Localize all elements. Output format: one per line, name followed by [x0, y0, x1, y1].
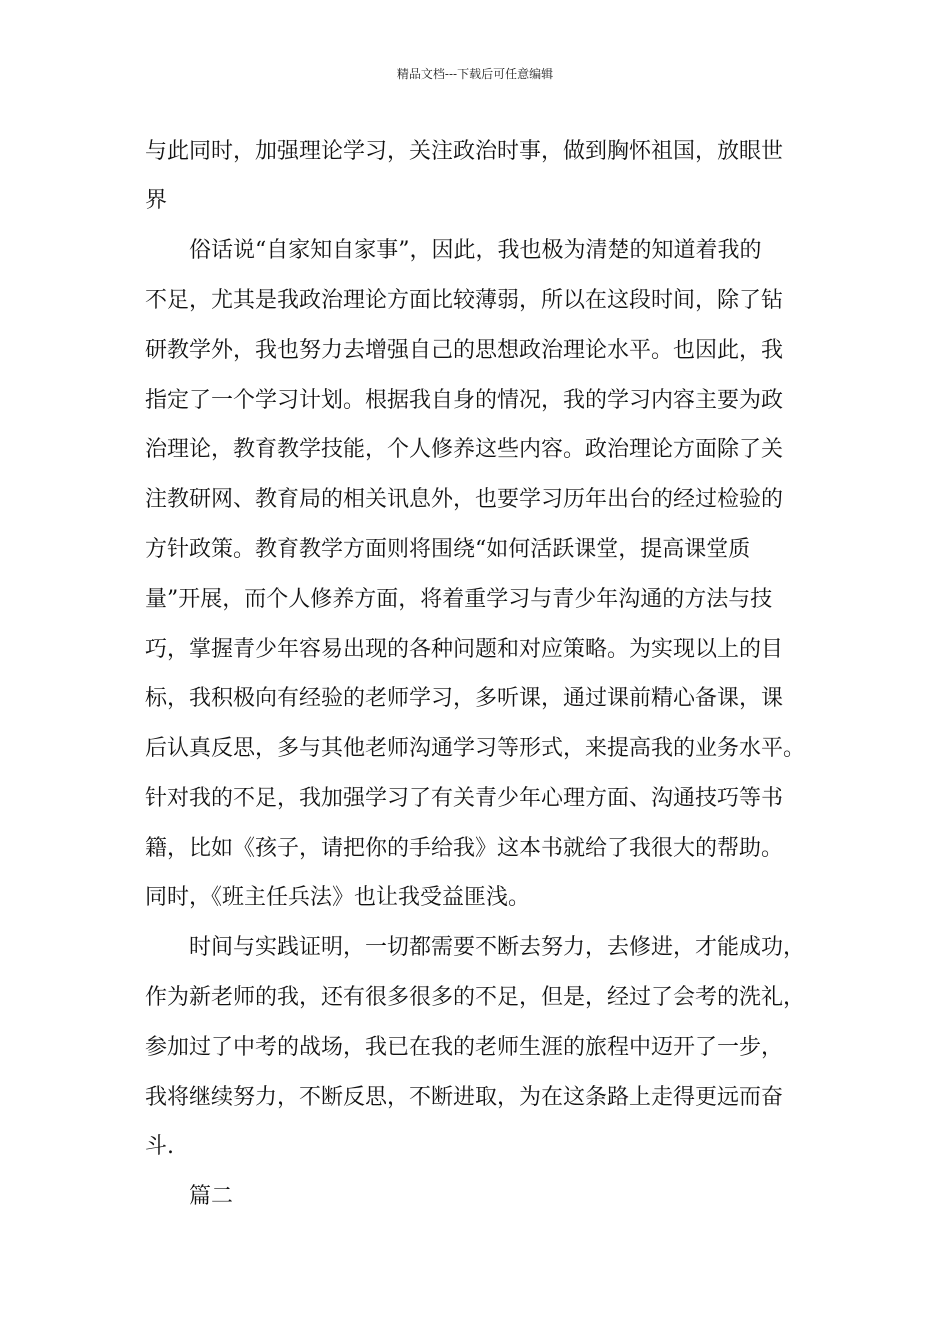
text-line: 时间与实践证明，一切都需要不断去努力，去修进，才能成功， [189, 935, 806, 960]
text-line: 作为新老师的我，还有很多很多的不足，但是，经过了会考的洗礼， [145, 985, 806, 1010]
section-heading: 篇二 [189, 1184, 234, 1209]
text-line: 与此同时，加强理论学习，关注政治时事，做到胸怀祖国，放眼世 [145, 139, 784, 164]
text-line: 量”开展，而个人修养方面，将着重学习与青少年沟通的方法与技 [145, 587, 773, 612]
text-line: 同时，《班主任兵法》也让我受益匪浅。 [145, 885, 531, 910]
text-line: 不足，尤其是我政治理论方面比较薄弱，所以在这段时间，除了钻 [145, 288, 784, 313]
text-line: 研教学外，我也努力去增强自己的思想政治理论水平。也因此，我 [145, 338, 784, 363]
text-line: 参加过了中考的战场，我已在我的老师生涯的旅程中迈开了一步， [145, 1035, 784, 1060]
text-line: 指定了一个学习计划。根据我自身的情况，我的学习内容主要为政 [145, 388, 784, 413]
text-line: 针对我的不足，我加强学习了有关青少年心理方面、沟通技巧等书 [145, 786, 784, 811]
text-line: 注教研网、教育局的相关讯息外，也要学习历年出台的经过检验的 [145, 487, 784, 512]
page-header: 精品文档---下载后可任意编辑 [396, 67, 554, 81]
text-line: 方针政策。教育教学方面则将围绕“如何活跃课堂，提高课堂质 [145, 537, 751, 562]
text-line: 我将继续努力，不断反思，不断进取，为在这条路上走得更远而奋 [145, 1085, 784, 1110]
text-line: 后认真反思，多与其他老师沟通学习等形式，来提高我的业务水平。 [145, 736, 806, 761]
text-line: 籍，比如《孩子，请把你的手给我》这本书就给了我很大的帮助。 [145, 836, 784, 861]
text-line: 界 [145, 188, 168, 213]
text-line: 俗话说“自家知自家事”，因此，我也极为清楚的知道着我的 [189, 238, 762, 263]
text-line: 标，我积极向有经验的老师学习，多听课，通过课前精心备课，课 [145, 686, 784, 711]
text-line: 治理论，教育教学技能，个人修养这些内容。政治理论方面除了关 [145, 437, 784, 462]
text-line: 斗. [145, 1134, 174, 1159]
text-line: 巧，掌握青少年容易出现的各种问题和对应策略。为实现以上的目 [145, 637, 784, 662]
